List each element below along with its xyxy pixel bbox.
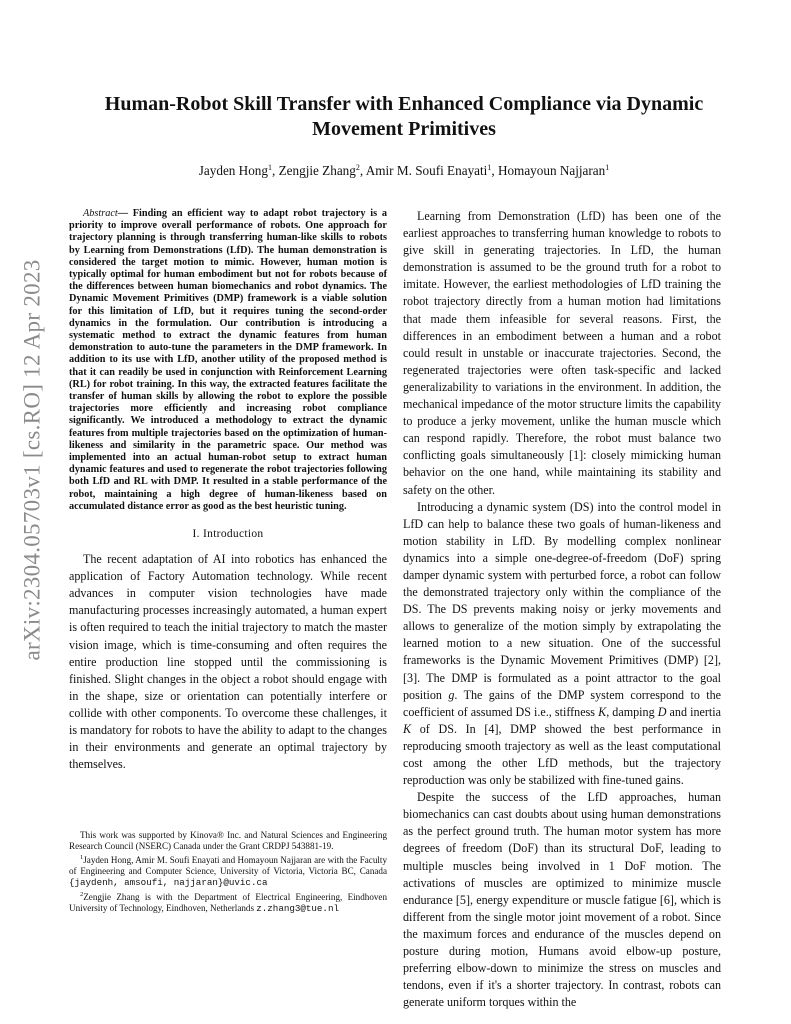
abstract-text: Finding an efficient way to adapt robot trajectory is a priority to improve overall performance of robots. One approach for trajectory planning is through transferring human-like skills to robots by Learning from Demonstrations (LfD). The human demonstration is considered the target motion to mimic. However, human motion is typically optimal for human embodiment but not for robots because of the differences between human biomechanics and robot dynamics. The Dynamic Movement Primitives (DMP) framework is a viable solution for this limitation of LfD, but it requires tuning the second-order dynamics in the formulation. Our contribution is introducing a systematic method to extract the dynamic features from human demonstration to auto-tune the parameters in the DMP framework. In addition to its use with LfD, another utility of the proposed method is that it can readily be used in conjunction with Reinforcement Learning (RL) for robot training. In this way, the extracted features facilitate the transfer of human skills by allowing the robot to explore the possible trajectories more efficiently and increasing robot compliance significantly. We introduced a methodology to extract the dynamic features from multiple trajectories based on the optimization of human-likeness and similarity in the parametric space. Our method was implemented into an actual human-robot setup to extract human dynamic features and used to regenerate the robot trajectories following both LfD and RL with DMP. It resulted in a stable performance of the robot, maintaining a high degree of human-likeness based on accumulated distance error as good as the best heuristic tuning. [69, 208, 387, 512]
author-separator: , [359, 163, 366, 178]
footnote-mark: 2 [80, 890, 84, 898]
abstract-dash: — [117, 208, 133, 219]
footnote-text: Zengjie Zhang is with the Department of Electrical Engineering, Eindhoven University of Technology, Eindhoven, Netherlands [69, 891, 387, 913]
section-heading-introduction: I. Introduction [192, 528, 264, 541]
math-symbol: g [448, 687, 455, 702]
arxiv-side-stamp [15, 240, 51, 680]
author-affiliation-mark: 1 [605, 163, 610, 172]
footnotes [69, 830, 387, 914]
author-affiliation-mark: 1 [487, 163, 492, 172]
math-symbol: K [598, 704, 607, 719]
author-affiliation-mark: 1 [268, 163, 272, 172]
author-separator: , [491, 163, 498, 178]
abstract-label: Abstract [83, 208, 118, 219]
abstract [69, 208, 387, 513]
body-paragraph [403, 499, 721, 790]
right-column [403, 208, 721, 1011]
author-list [60, 163, 748, 179]
body-paragraph: Despite the success of the LfD approaches, human biomechanics can cast doubts about using human demonstrations as the perfect ground truth. The human motor system has more degrees of freedom (DoF) than its structural DoF, leading to multiple muscles being involved in 1 DoF motion. The activations of muscles are optimized to minimize muscle endurance [5], energy expenditure or muscle fatigue [6], which is different from the single motor joint movement of a robot. Since the maximum forces and endurance of the muscles depend on posture during motion, Humans avoid elbow-up posture, preferring elbow-down to minimize the stress on muscles and tendons, even if it's a shorter trajectory. In contrast, robots can generate uniform torques within the [403, 790, 721, 1010]
author-name: Homayoun Najjaran [497, 163, 606, 178]
footnote-affiliation-1 [69, 852, 387, 888]
footnote-mark: 1 [80, 854, 84, 862]
math-symbol: D [657, 704, 667, 719]
author-name: Zengjie Zhang [278, 163, 356, 178]
author-separator: , [272, 163, 279, 178]
math-symbol: K [403, 721, 412, 736]
text-run: and inertia [666, 704, 721, 719]
text-run: . The gains of the DMP system correspond to the coefficient of assumed DS i.e., stiffness [403, 687, 722, 719]
body-paragraph: Learning from Demonstration (LfD) has been one of the earliest approaches to transferring human knowledge to robots to give skill in generating trajectories. In LfD, the human demonstration is assumed to be the ground truth for a robot to imitate. However, the earliest methodologies of LfD training the robot trajectory directly from a human motion had limitations that made them infeasible for several reasons. First, the differences in an embodiment between a human and a robot could result in unstable or inaccurate trajectories. Second, the regenerated trajectories were often task-specific and lacked generalizability to variations in the environment. In addition, the mechanical impedance of the motor structure limits the capability to produce a jerky movement, unlike the human muscle which can respond rapidly. Therefore, the robot must balance two conflicting goals simultaneously [1]: closely mimicking human behavior on the one hand, while maintaining its stability and safety on the other. [403, 209, 721, 497]
author-affiliation-mark: 2 [355, 163, 360, 172]
footnote-text: Jayden Hong, Amir M. Soufi Enayati and Homayoun Najjaran are with the Faculty of Engineering and Computer Science, University of Victoria, Victoria BC, Canada [69, 855, 387, 877]
text-run: Introducing a dynamic system (DS) into the control model in LfD can help to balance these two goals of human-likeness and motion stability in LfD. By modelling complex nonlinear dynamics into a simple one-degree-of-freedom (DoF) spring damper dynamic system with perturbed force, a robot can follow the demonstrated trajectory only within the compliance of the DS. The DS prevents making noisy or jerky movements and allows to generalize of the motion simply by extrapolating the learned motion to a new situation. One of the successful frameworks is the Dynamic Movement Primitives (DMP) [2], [3]. The DMP is formulated as a point attractor to the goal position [403, 499, 721, 702]
footnote-funding: This work was supported by Kinova® Inc. and Natural Sciences and Engineering Research Council (NSERC) Canada under the Grant CRDPJ 543881-19. [69, 830, 387, 852]
text-run: of DS. In [4], DMP showed the best performance in reproducing smooth trajectory as well as the least computational cost among the other LfD methods, but the trajectory reproduction was only be stabilized with fine-tuned gains. [403, 721, 721, 788]
footnote-affiliation-2 [69, 889, 387, 914]
text-run: , damping [606, 704, 658, 719]
arxiv-identifier: arXiv:2304.05703v1 [cs.RO] 12 Apr 2023 [20, 259, 45, 661]
intro-paragraph: The recent adaptation of AI into robotics has enhanced the application of Factory Automation technology. While recent advances in computer vision technologies have made manufacturing processes increasingly automated, a human expert is often required to teach the initial trajectory to match the master vision image, which is time-consuming and often requires the entire production line stopped until the commissioning is finished. Slight changes in the object a robot should engage with in the shape, size or orientation can potentially interfere or collide with other components. To overcome these challenges, it is mandatory for robots to have the ability to adapt to the changes in their environments and generate an optimal trajectory by themselves. [69, 552, 387, 772]
footnote-email: z.zhang3@tue.nl [256, 902, 339, 914]
author-name: Jayden Hong [198, 163, 268, 178]
footnote-email: {jaydenh, amsoufi, najjaran}@uvic.ca [69, 877, 268, 889]
author-name: Amir M. Soufi Enayati [365, 163, 488, 178]
left-column [69, 208, 387, 773]
paper-title: Human-Robot Skill Transfer with Enhanced Compliance via Dynamic Movement Primitives [104, 93, 704, 140]
